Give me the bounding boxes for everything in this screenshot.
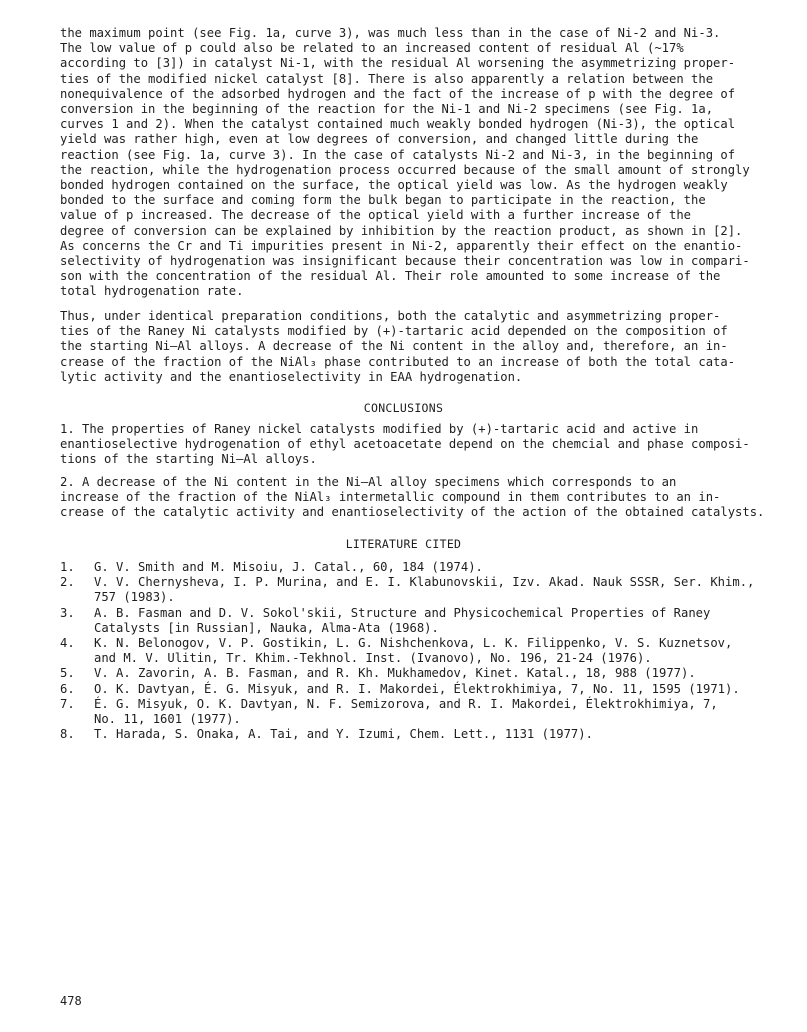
text-line: total hydrogenation rate. [60,284,244,299]
text-line: tions of the starting Ni—Al alloys. [60,452,317,467]
body-paragraph-2 [60,309,750,385]
reference-list [60,560,760,742]
reference-number: 2. [60,575,75,590]
text-line: enantioselective hydrogenation of ethyl acetoacetate depend on the chemcial and phase composi- [60,437,750,452]
reference-item [60,560,760,575]
text-line: As concerns the Cr and Ti impurities present in Ni-2, apparently their effect on the enantio- [60,238,743,253]
text-line: selectivity of hydrogenation was insignificant because their concentration was low in compari- [60,254,750,269]
reference-item [60,636,760,666]
text-line: the maximum point (see Fig. 1a, curve 3), was much less than in the case of Ni-2 and Ni-3. [60,26,721,40]
text-line: son with the concentration of the residual Al. Their role amounted to some increase of the [60,269,721,284]
conclusion-item-2 [60,475,765,521]
reference-item [60,666,760,681]
reference-number: 6. [60,681,75,696]
page-number: 478 [60,994,82,1008]
reference-number: 8. [60,727,75,742]
text-line: yield was rather high, even at low degrees of conversion, and changed little during the [60,132,699,147]
text-line: nonequivalence of the adsorbed hydrogen and the fact of the increase of p with the degree of [60,86,736,101]
reference-number: 3. [60,605,75,620]
text-line: The low value of p could also be related to an increased content of residual Al (~17% [60,41,684,56]
text-line: degree of conversion can be explained by inhibition by the reaction product, as shown in [2]. [60,223,743,238]
reference-number: 1. [60,560,75,574]
reference-text: O. K. Davtyan, É. G. Misyuk, and R. I. Makordei, Élektrokhimiya, 7, No. 11, 1595 (1971). [94,681,740,696]
text-line: value of p increased. The decrease of the optical yield with a further increase of the [60,208,692,223]
reference-text: V. A. Zavorin, A. B. Fasman, and R. Kh. Mukhamedov, Kinet. Katal., 18, 988 (1977). [94,666,696,681]
text-line: conversion in the beginning of the reaction for the Ni-1 and Ni-2 specimens (see Fig. 1a, [60,102,714,117]
reference-item [60,606,760,636]
text-line: ties of the Raney Ni catalysts modified by (+)-tartaric acid depended on the composition of [60,324,728,339]
conclusions-heading: CONCLUSIONS [363,401,444,415]
text-line: 1. The properties of Raney nickel catalysts modified by (+)-tartaric acid and active in [60,422,699,436]
conclusion-item-1 [60,422,750,468]
text-line: reaction (see Fig. 1a, curve 3). In the case of catalysts Ni-2 and Ni-3, in the beginning of [60,147,736,162]
text-line: Thus, under identical preparation conditions, both the catalytic and asymmetrizing proper- [60,309,721,323]
text-line: crease of the fraction of the NiAl₃ phase contributed to an increase of both the total cata- [60,354,736,369]
text-line: the reaction, while the hydrogenation process occurred because of the small amount of strongly [60,162,750,177]
text-line: crease of the catalytic activity and enantioselectivity of the action of the obtained catalysts. [60,505,765,520]
reference-text: T. Harada, S. Onaka, A. Tai, and Y. Izumi, Chem. Lett., 1131 (1977). [94,727,593,742]
text-line: curves 1 and 2). When the catalyst contained much weakly bonded hydrogen (Ni-3), the optical [60,117,736,132]
reference-text: A. B. Fasman and D. V. Sokol'skii, Structure and Physicochemical Properties of Raney Catalysts [in Russian], Nauka, Alma-Ata (1968). [94,605,711,635]
body-paragraph-1 [60,26,750,300]
reference-number: 4. [60,636,75,651]
reference-item [60,697,760,727]
reference-text: É. G. Misyuk, O. K. Davtyan, N. F. Semizorova, and R. I. Makordei, Élektrokhimiya, 7, No. 11, 1601 (1977). [94,696,718,727]
text-line: 2. A decrease of the Ni content in the Ni—Al alloy specimens which corresponds to an [60,475,677,489]
reference-number: 7. [60,696,75,711]
text-line: lytic activity and the enantioselectivity in EAA hydrogenation. [60,369,523,384]
literature-cited-heading: LITERATURE CITED [345,537,462,551]
reference-item [60,682,760,697]
text-line: increase of the fraction of the NiAl₃ intermetallic compound in them contributes to an in- [60,490,721,505]
reference-text: V. V. Chernysheva, I. P. Murina, and E. I. Klabunovskii, Izv. Akad. Nauk SSSR, Ser. Khim., 757 (1983). [94,575,755,605]
text-line: the starting Ni—Al alloys. A decrease of the Ni content in the alloy and, therefore, an in- [60,339,728,354]
reference-item [60,727,760,742]
text-line: ties of the modified nickel catalyst [8]. There is also apparently a relation between the [60,71,714,86]
text-line: bonded hydrogen contained on the surface, the optical yield was low. As the hydrogen weakly [60,178,728,193]
text-line: bonded to the surface and coming form the bulk began to participate in the reaction, the [60,193,706,208]
text-line: according to [3]) in catalyst Ni-1, with the residual Al worsening the asymmetrizing proper- [60,56,736,71]
reference-text: K. N. Belonogov, V. P. Gostikin, L. G. Nishchenkova, L. K. Filippenko, V. S. Kuznetsov, and M. V. Ulitin, Tr. Khim.-Tekhnol. Inst. (Ivanovo), No. 196, 21-24 (1976). [94,636,733,666]
reference-item [60,575,760,605]
reference-text: G. V. Smith and M. Misoiu, J. Catal., 60, 184 (1974). [94,560,483,574]
reference-number: 5. [60,666,75,681]
